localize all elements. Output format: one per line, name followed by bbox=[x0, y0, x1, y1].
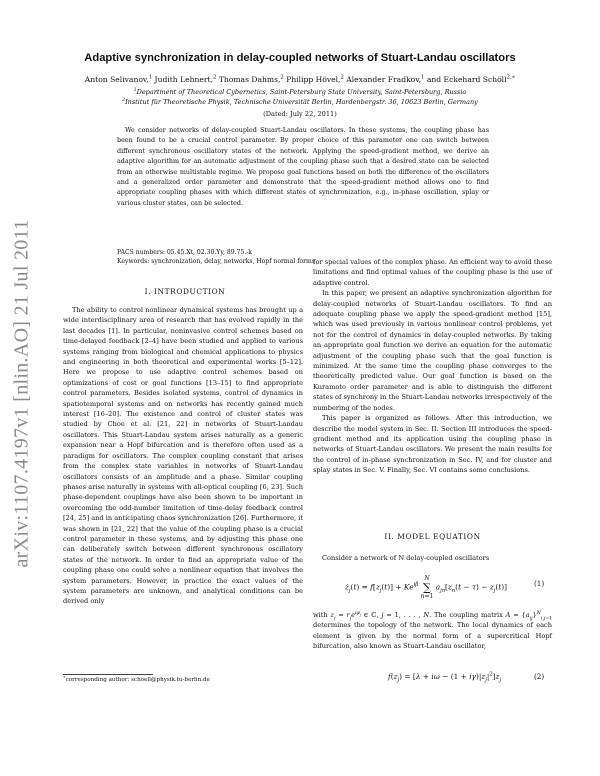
intro-paragraph-3: In this paper, we present an adaptive synchronization algorithm for delay-coupled networks of Stuart-Landau oscillators. To find an adequate coupling phase we apply the speed-gradient method [15], which was used previously in various nonlinear control problems, yet not for the control of dynamics in delay-coupled networks. By taking an appropriate goal function we derive an equation for the automatic adjustment of the coupling phase such that the goal function is minimized. At the same time the coupling phase converges to the theoretically predicted value. Our goal function is based on the Kuramoto order parameter and is able to distinguish the different states of synchrony in the Stuart-Landau networks irrespectively of the numbering of the nodes. bbox=[313, 289, 552, 412]
author-list: Anton Selivanov,$^1$ Judith Lehnert,$^2$ Thomas Dahms,$^2$ Philipp Hövel,$^2$ Alexander Fradkov,$^1$ and Eckehard Schöll$^{2,∗}$ bbox=[84, 74, 516, 84]
footnote-rule bbox=[63, 674, 153, 675]
equation-2: $f(z_j) = [\lambda + i\omega - (1 + i\gamma)|z_j|^2]z_j$ bbox=[388, 671, 502, 684]
keywords: Keywords: synchronization, delay, networks, Hopf normal forms bbox=[117, 258, 315, 265]
equation-2-number: (2) bbox=[534, 672, 545, 681]
left-column-text bbox=[63, 305, 303, 607]
model-intro: Consider a network of N delay-coupled oscillators bbox=[322, 554, 490, 562]
section-heading-introduction: I. INTRODUCTION bbox=[144, 287, 226, 296]
arxiv-identifier-stamp: arXiv:1107.4197v1 [nlin.AO] 21 Jul 2011 bbox=[10, 219, 33, 568]
footnote-corresponding-author: ∗corresponding author: schoell@physik.tu-berlin.de bbox=[63, 674, 210, 683]
paper-title: Adaptive synchronization in delay-coupled networks of Stuart-Landau oscillators bbox=[84, 52, 516, 64]
affiliation-2: $^2$Institut für Theoretische Physik, Technische Universität Berlin, Hardenbergstr. 36, 10623 Berlin, Germany bbox=[122, 97, 478, 106]
intro-paragraph-4: This paper is organized as follows. After this introduction, we describe the model system in Sec. II. Section III introduces the speed-gradient method and its application using the coupling phase in networks of Stuart-Landau oscillators. We present the main results for the control of in-phase synchronization in Sec. IV, and for cluster and splay states in Sec. V. Finally, Sec. VI contains some conclusions. bbox=[313, 414, 552, 475]
equation-1-number: (1) bbox=[534, 579, 545, 588]
intro-paragraph-1: The ability to control nonlinear dynamical systems has brought up a wide interdisciplinary area of research that has evolved rapidly in the last decades [1]. In particular, noninvasive control schemes based on time-delayed feedback [2–4] have been studied and applied to various systems ranging from biological and chemical applications to physics and engineering in both theoretical and experimental works [5–12]. Here we propose to use adaptive control schemes based on optimizations of cost or goal functions [13–15] to find appropriate control parameters. Besides isolated systems, control of dynamics in spatiotemporal systems and on networks has recently gained much interest [16–20]. The existence and control of cluster states was studied by Choe et al. [21, 22] in networks of Stuart-Landau oscillators. This Stuart-Landau system arises naturally as a generic expansion near a Hopf bifurcation and is therefore often used as a paradigm for oscillators. The complex coupling constant that arises from the complex state variables in networks of Stuart-Landau oscillators consists of an amplitude and a phase. Similar coupling phases arise naturally in systems with all-optical coupling [6, 23]. Such phase-dependent couplings have also been shown to be important in overcoming the odd-number limitation of time-delay feedback control [24, 25] and in anticipating chaos synchronization [26]. Furthermore, it was shown in [21, 22] that the value of the coupling phase is a crucial control parameter in these systems, and by adjusting this phase one can deliberately switch between different synchronous oscillatory states of the network. In order to find an appropriate value of the coupling phase one could solve a nonlinear equation that involves the system parameters. However, in practice the exact values of the system parameters are unknown, and analytical conditions can be derived only bbox=[63, 306, 303, 606]
pacs-numbers: PACS numbers: 05.45.Xt, 02.30.Yy, 89.75.-k bbox=[117, 249, 252, 256]
affiliation-1: $^1$Department of Theoretical Cybernetics, Saint-Petersburg State University, Saint-Petersburg, Russia bbox=[133, 87, 467, 96]
equation-1: $ż_j(t) = f[z_j(t)] + Ke^{i\beta}$ N ∑ n=1 $a_{jn}[z_n(t - \tau) - z_j(t)]$ bbox=[345, 575, 507, 600]
right-column-text bbox=[313, 257, 552, 476]
equation-1-explanation: with $z_j = r_je^{i\varphi_j}$ ∈ ℂ, j = 1, . . . , N. The coupling matrix $A = \{a_{ij}\}^N_{i,j=1}$ determines the topology of the network. The local dynamics of each element is given by the normal form of a supercritical Hopf bifurcation, also known as Stuart-Landau oscillator, bbox=[313, 610, 553, 651]
abstract: We consider networks of delay-coupled Stuart-Landau oscillators. In these systems, the coupling phase has been found to be a crucial control parameter. By proper choice of this parameter one can switch between different synchronous oscillatory states of the network. Applying the speed-gradient method, we derive an adaptive algorithm for an automatic adjustment of the coupling phase such that a desired state can be selected from an otherwise multistable regime. We propose goal functions based on both the difference of the oscillators and a generalized order parameter and demonstrate that the speed-gradient method allows one to find appropriate coupling phases with which different states of synchronization, e.g., in-phase oscillation, splay or various cluster states, can be selected. bbox=[117, 126, 489, 207]
intro-paragraph-2: for special values of the complex phase. An efficient way to avoid these limitations and find optimal values of the coupling phase is the use of adaptive control. bbox=[313, 258, 552, 287]
dated-line: (Dated: July 22, 2011) bbox=[263, 110, 337, 118]
section-heading-model-equation: II. MODEL EQUATION bbox=[384, 532, 481, 541]
